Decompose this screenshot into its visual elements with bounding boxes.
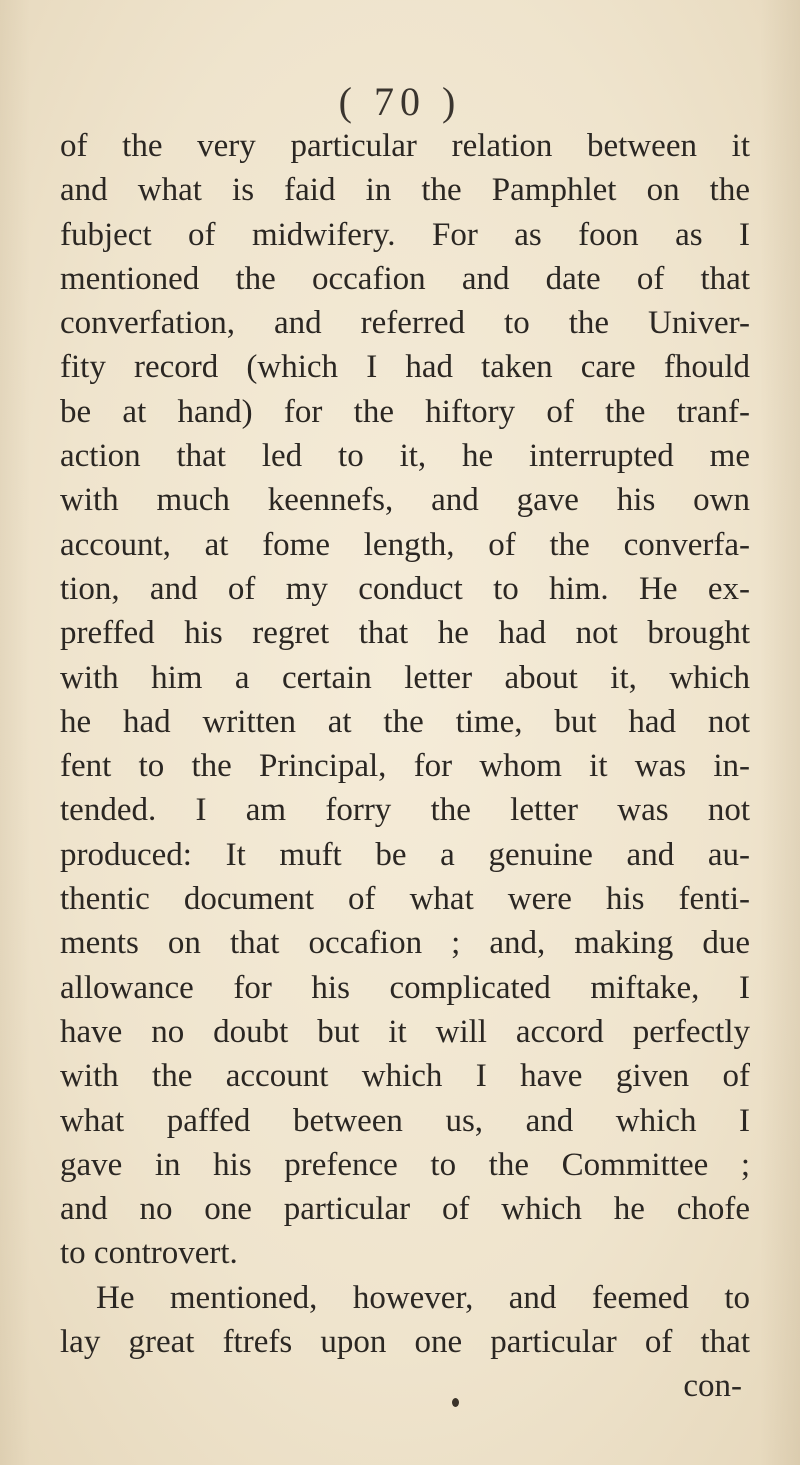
- page-edge-shadow: [760, 0, 800, 1465]
- text-line: with him a certain letter about it, which: [60, 659, 750, 696]
- body-text: [60, 124, 750, 1409]
- text-line: action that led to it, he interrupted me: [60, 438, 750, 475]
- text-line: fity record (which I had taken care fhould: [60, 349, 750, 386]
- text-line: tended. I am forry the letter was not: [60, 792, 750, 829]
- text-line: and what is faid in the Pamphlet on the: [60, 172, 750, 209]
- text-line: preffed his regret that he had not brought: [60, 615, 750, 652]
- text-line: of the very particular relation between it: [60, 128, 750, 164]
- text-line: converfation, and referred to the Univer-: [60, 305, 750, 342]
- text-line: what paffed between us, and which I: [60, 1102, 750, 1139]
- text-line: ments on that occafion ; and, making due: [60, 925, 750, 962]
- text-line: with much keennefs, and gave his own: [60, 482, 750, 519]
- text-line: fent to the Principal, for whom it was in-: [60, 748, 750, 785]
- text-line: and no one particular of which he chofe: [60, 1191, 750, 1228]
- text-line: he had written at the time, but had not: [60, 703, 750, 740]
- text-line: allowance for his complicated miftake, I: [60, 969, 750, 1006]
- page-number-header: ( 70 ): [338, 79, 462, 124]
- text-line: lay great ftrefs upon one particular of that: [60, 1324, 750, 1361]
- text-line: mentioned the occafion and date of that: [60, 260, 750, 297]
- catchword: con-: [683, 1368, 742, 1405]
- text-line: tion, and of my conduct to him. He ex-: [60, 570, 750, 607]
- text-line: account, at fome length, of the converfa-: [60, 526, 750, 563]
- page-gutter-shadow: [0, 0, 30, 1465]
- text-line: have no doubt but it will accord perfectly: [60, 1013, 750, 1050]
- text-line: with the account which I have given of: [60, 1058, 750, 1095]
- text-line: be at hand) for the hiftory of the tranf-: [60, 393, 750, 430]
- text-line: He mentioned, however, and feemed to: [96, 1279, 750, 1316]
- text-line: fubject of midwifery. For as foon as I: [60, 216, 750, 253]
- text-line: produced: It muft be a genuine and au-: [60, 836, 750, 873]
- ink-speck: [452, 1398, 459, 1407]
- text-line: thentic document of what were his fenti-: [60, 881, 750, 918]
- text-line: gave in his prefence to the Committee ;: [60, 1146, 750, 1183]
- text-line: to controvert.: [60, 1235, 238, 1272]
